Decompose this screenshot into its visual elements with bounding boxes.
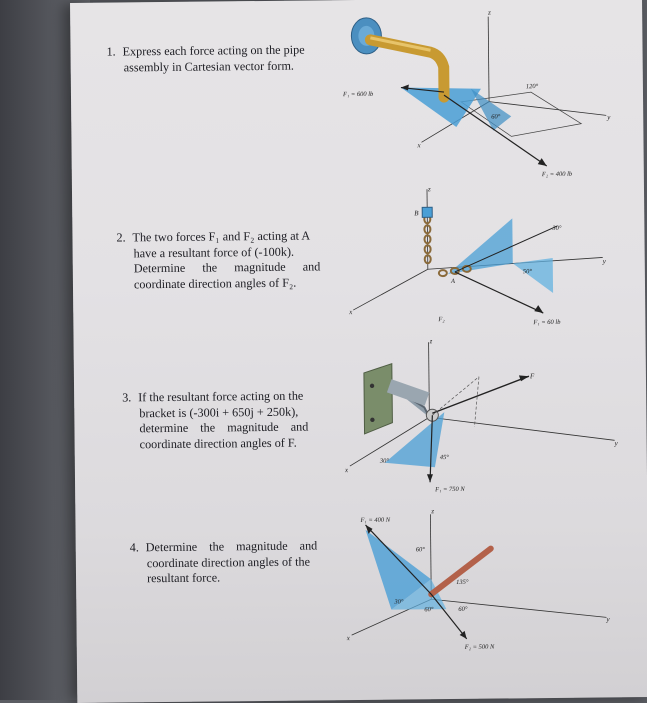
problem-number: 3. <box>122 390 132 405</box>
angle-label: 60° <box>491 113 501 121</box>
problem-text-line: determine the magnitude and <box>139 419 309 436</box>
problem-text-line: Determine the magnitude and <box>145 538 318 555</box>
axis-label-z: z <box>488 8 491 17</box>
force-label-f1: F₁ = 600 lb <box>342 90 374 99</box>
problem-text-line: coordinate direction angles of F. <box>139 435 297 451</box>
force-label-f2: F₂ <box>438 316 445 324</box>
problem-text-line: Express each force acting on the pipe <box>122 42 305 59</box>
angle-label: 60° <box>415 546 425 554</box>
force-label-f1: F₁ = 60 lb <box>533 318 561 327</box>
force-label-f2: F₂ = 400 lb <box>541 170 573 179</box>
axis-label-z: z <box>431 507 435 516</box>
figure-resultant-force <box>345 497 637 665</box>
problem-text-line: coordinate direction angles of F₂. <box>133 275 297 291</box>
point-label-b: B <box>414 209 419 218</box>
problem-2 <box>116 228 320 292</box>
angle-label: 135° <box>456 578 469 586</box>
point-label-a: A <box>450 277 455 286</box>
axis-label-z: z <box>429 337 433 346</box>
axis-label-y: y <box>607 113 611 122</box>
axis-label-y: y <box>602 257 606 266</box>
problem-text-line: resultant force. <box>146 570 221 586</box>
problem-text-line: Determine the magnitude and <box>133 259 321 276</box>
force-label-f1: F₁ = 400 N <box>360 516 391 524</box>
angle-label: 60° <box>424 606 434 614</box>
problem-text-line: have a resultant force of (-100k). <box>133 244 295 260</box>
problem-number: 1. <box>106 44 116 59</box>
axis-label-y: y <box>606 615 610 624</box>
problem-text-line: The two forces F₁ and F₂ acting at A <box>132 228 311 245</box>
figure-pipe-assembly <box>340 5 632 188</box>
problem-text-line: coordinate direction angles of the <box>146 554 311 570</box>
axis-label-x: x <box>346 634 350 643</box>
problem-text-line: bracket is (-300i + 650j + 250k), <box>139 404 299 420</box>
angle-label: 30° <box>394 598 404 606</box>
angle-label: 120° <box>525 83 539 91</box>
problem-4 <box>130 538 318 586</box>
angle-label: 50° <box>522 268 533 276</box>
axis-label-x: x <box>417 141 421 150</box>
axis-label-x: x <box>344 466 349 475</box>
problem-text-line: If the resultant force acting on the <box>138 388 304 405</box>
force-label-f1: F₁ = 750 N <box>435 485 465 494</box>
angle-label: 30° <box>379 457 389 465</box>
angle-label: 60° <box>458 605 468 613</box>
angle-label: 45° <box>439 454 449 462</box>
figure-bracket <box>344 335 636 503</box>
angle-label: 30° <box>552 224 562 232</box>
problem-3 <box>122 389 308 453</box>
problem-1 <box>106 43 304 76</box>
figure-two-forces <box>342 177 634 340</box>
axis-label-x: x <box>349 308 353 317</box>
force-label-f: F <box>529 372 535 381</box>
problem-number: 2. <box>116 230 126 245</box>
force-label-f2: F₂ = 500 N <box>464 643 495 651</box>
axis-label-z: z <box>427 185 431 194</box>
axis-label-y: y <box>614 439 618 448</box>
worksheet-page <box>70 0 647 703</box>
problem-number: 4. <box>129 540 139 555</box>
problem-text-line: assembly in Cartesian vector form. <box>123 58 295 74</box>
